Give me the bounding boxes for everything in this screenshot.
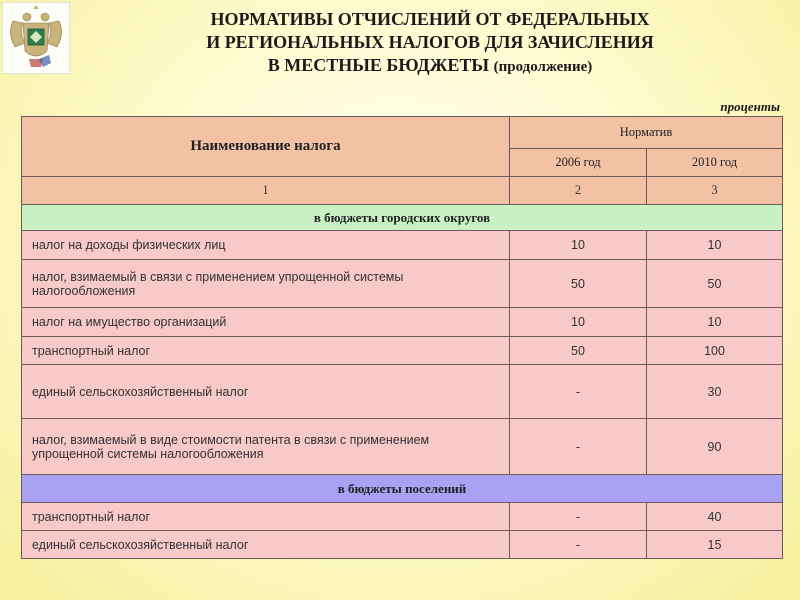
tax-name-cell [22, 260, 510, 308]
column-number-3: 3 [647, 177, 783, 205]
value-2010-cell: 10 [647, 308, 783, 337]
tax-name-cell: налог на имущество организаций [22, 308, 510, 337]
value-2006-cell: - [510, 419, 647, 475]
title-line-3-main: В МЕСТНЫЕ БЮДЖЕТЫ [267, 55, 490, 75]
title-subtitle: (продолжение) [493, 59, 593, 75]
value-2010-cell: 30 [647, 365, 783, 419]
value-2006-cell: - [510, 503, 647, 531]
tax-name-line-2: упрощенной системы налогообложения [32, 446, 264, 461]
header-year-2010: 2010 год [647, 149, 783, 177]
tax-norms-table [21, 116, 783, 559]
table-row [22, 337, 783, 365]
section-title: в бюджеты поселений [22, 475, 783, 503]
table-row [22, 260, 783, 308]
title-line-1: НОРМАТИВЫ ОТЧИСЛЕНИЙ ОТ ФЕДЕРАЛЬНЫХ [210, 9, 650, 29]
page-title [90, 8, 770, 79]
header-tax-name: Наименование налога [22, 117, 510, 177]
table-header-row [22, 117, 783, 149]
column-number-2: 2 [510, 177, 647, 205]
value-2010-cell: 15 [647, 531, 783, 559]
table-row [22, 503, 783, 531]
column-number-row [22, 177, 783, 205]
title-line-2: И РЕГИОНАЛЬНЫХ НАЛОГОВ ДЛЯ ЗАЧИСЛЕНИЯ [206, 32, 654, 52]
value-2010-cell: 50 [647, 260, 783, 308]
value-2010-cell: 100 [647, 337, 783, 365]
value-2010-cell: 40 [647, 503, 783, 531]
value-2006-cell: - [510, 365, 647, 419]
tax-name-line-1: налог, взимаемый в виде стоимости патента в связи с применением [32, 432, 430, 447]
tax-name-cell: налог на доходы физических лиц [22, 231, 510, 260]
header-norm: Норматив [510, 117, 783, 149]
value-2010-cell: 10 [647, 231, 783, 260]
value-2006-cell: 10 [510, 231, 647, 260]
table-row [22, 231, 783, 260]
tax-name-cell: транспортный налог [22, 337, 510, 365]
table-row [22, 531, 783, 559]
table-row [22, 419, 783, 475]
value-2006-cell: 50 [510, 337, 647, 365]
tax-name-cell: единый сельскохозяйственный налог [22, 365, 510, 419]
table-row [22, 365, 783, 419]
section-header-settlements [22, 475, 783, 503]
tax-name-cell: транспортный налог [22, 503, 510, 531]
title-line-3 [90, 54, 770, 79]
unit-label: проценты [720, 99, 780, 114]
table-row [22, 308, 783, 337]
header-year-2006: 2006 год [510, 149, 647, 177]
section-header-city-districts [22, 205, 783, 231]
value-2010-cell: 90 [647, 419, 783, 475]
value-2006-cell: 50 [510, 260, 647, 308]
value-2006-cell: - [510, 531, 647, 559]
tax-name-line-2: налогообложения [32, 283, 136, 298]
section-title: в бюджеты городских округов [22, 205, 783, 231]
column-number-1: 1 [22, 177, 510, 205]
ministry-emblem-logo [2, 2, 70, 74]
value-2006-cell: 10 [510, 308, 647, 337]
tax-name-cell [22, 419, 510, 475]
tax-name-cell: единый сельскохозяйственный налог [22, 531, 510, 559]
tax-name-line-1: налог, взимаемый в связи с применением упрощенной системы [32, 269, 404, 284]
